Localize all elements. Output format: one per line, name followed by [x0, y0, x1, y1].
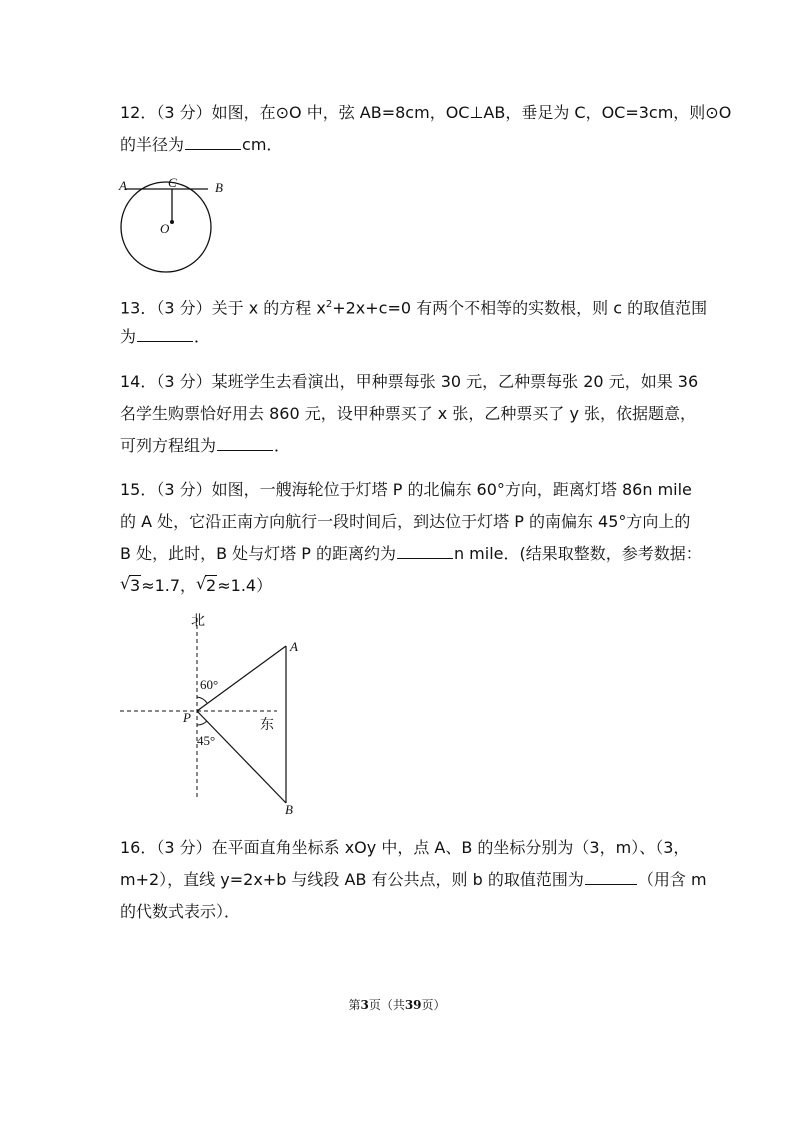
q13-line-1	[120, 295, 707, 318]
q12-line-1: 12．（3 分）如图，在⊙O 中，弦 AB=8cm，OC⊥AB，垂足为 C，OC=3cm，则⊙O	[120, 103, 732, 122]
q14-answer-blank	[217, 436, 273, 451]
q12-answer-blank	[185, 135, 241, 150]
q16-answer-blank	[585, 870, 637, 885]
label-angle-60: 60°	[200, 677, 219, 692]
q12-text-before-blank: 的半径为	[120, 135, 185, 154]
q16-text-before-blank: m+2），直线 y=2x+b 与线段 AB 有公共点，则 b 的取值范围为	[120, 870, 584, 889]
label-angle-45: 45°	[197, 733, 216, 748]
q15-line-4	[120, 576, 272, 596]
q13-superscript: 2	[325, 299, 333, 310]
q15-lighthouse-figure	[115, 608, 315, 818]
q15-line-1: 15．（3 分）如图，一艘海轮位于灯塔 P 的北偏东 60°方向，距离灯塔 86n mile	[120, 480, 692, 499]
label-north: 北	[191, 613, 205, 629]
label-a: A	[290, 639, 298, 654]
q13-text-after-sup: +2x+c=0 有两个不相等的实数根，则 c 的取值范围	[332, 298, 708, 318]
label-b: B	[215, 180, 223, 195]
total-pages: 39	[404, 998, 422, 1012]
q16-line-3: 的代数式表示）．	[120, 902, 241, 921]
q16-text-after-blank: （用含 m	[637, 870, 707, 889]
q12-text-after-blank: cm．	[242, 135, 283, 154]
angle-arc-60	[197, 697, 207, 703]
q13-text-after-blank: ．	[194, 327, 211, 346]
label-a: A	[119, 178, 127, 193]
label-b: B	[285, 802, 293, 817]
q12-line-2	[120, 135, 282, 155]
label-east: 东	[260, 717, 274, 733]
q14-line-2: 名学生购票恰好用去 860 元，设甲种票买了 x 张，乙种票买了 y 张，依据题意，	[120, 404, 696, 423]
q16-line-2	[120, 870, 707, 890]
q14-line-3	[120, 436, 290, 456]
q15-text-before-blank: B 处，此时，B 处与灯塔 P 的距离约为	[120, 544, 396, 563]
q14-text-after-blank: ．	[274, 436, 291, 455]
sqrt-3: √ 3	[120, 574, 141, 595]
q13-text-before-blank: 为	[120, 327, 137, 346]
angle-arc-45	[197, 721, 207, 725]
q15-text-after-blank: n mile．(结果取整数，参考数据：	[453, 544, 702, 563]
q14-line-1: 14．（3 分）某班学生去看演出，甲种票每张 30 元，乙种票每张 20 元，如果 36	[120, 372, 699, 391]
current-page: 3	[360, 998, 369, 1012]
q12-circle-figure	[112, 170, 232, 278]
q15-line-3	[120, 544, 702, 564]
label-o: O	[160, 221, 170, 236]
q13-answer-blank	[137, 327, 193, 342]
q14-text-before-blank: 可列方程组为	[120, 436, 217, 455]
page-footer: 第3页（共39页）	[348, 998, 446, 1012]
sqrt-3-value: ≈1.7，	[141, 576, 197, 595]
q15-line-2: 的 A 处，它沿正南方向航行一段时间后，到达位于灯塔 P 的南偏东 45°方向上的	[120, 512, 691, 531]
q13-line-2	[120, 327, 210, 347]
q16-line-1: 16．（3 分）在平面直角坐标系 xOy 中，点 A、B 的坐标分别为（3，m）、（3，	[120, 838, 690, 857]
label-c: C	[168, 175, 177, 190]
q13-text-before-sup: 13．（3 分）关于 x 的方程 x	[120, 298, 326, 318]
sqrt-2-value: ≈1.4）	[217, 576, 273, 595]
center-point-o	[170, 220, 174, 224]
label-p: P	[183, 710, 191, 725]
q15-answer-blank	[397, 544, 453, 559]
sqrt-2: √ 2	[196, 574, 217, 595]
